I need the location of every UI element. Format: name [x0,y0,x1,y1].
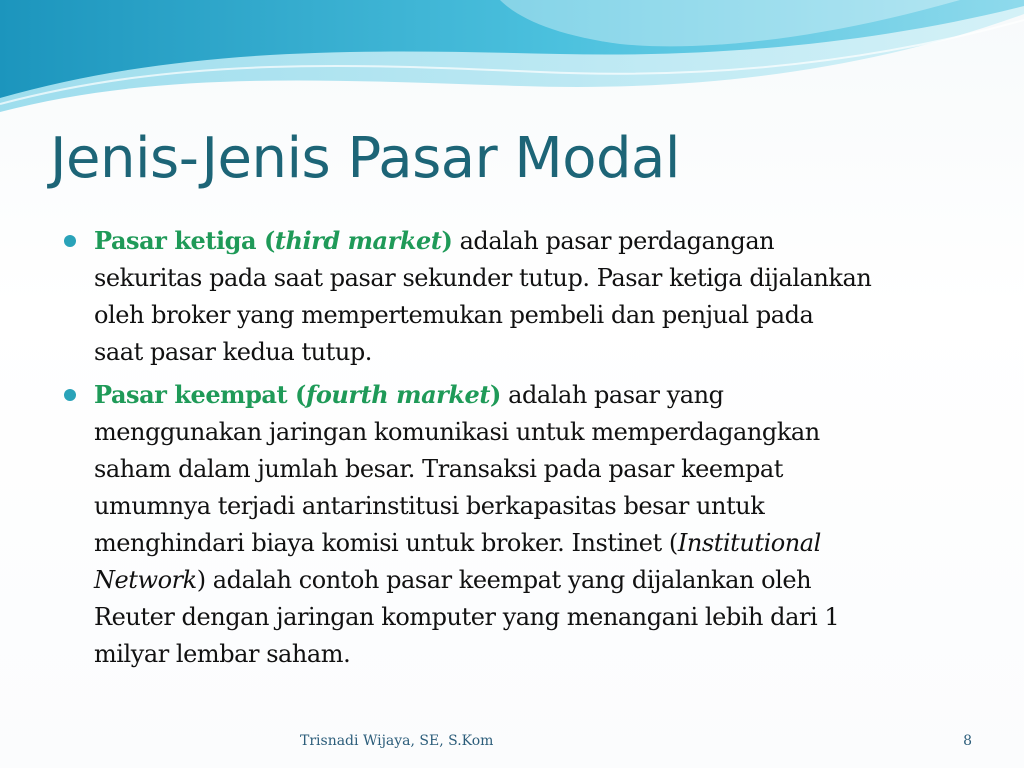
term-english: third market [274,226,442,255]
bullet-term: Pasar keempat (fourth market) [94,380,501,409]
bullet-text-segment: milyar lembar saham. [94,640,351,668]
bullet-item [62,222,962,371]
bullet-dot-icon [64,235,76,247]
slide-number: 8 [963,733,972,749]
bullet-text-segment: sekuritas pada saat pasar sekunder tutup. Pasar ketiga dijalankan [94,264,872,292]
bullet-term: Pasar ketiga (third market) [94,226,453,255]
bullet-text-segment: umumnya terjadi antarinstitusi berkapasitas besar untuk [94,492,765,520]
bullet-text-segment: adalah pasar perdagangan [452,227,775,255]
bullet-text-segment: Reuter dengan jaringan komputer yang menangani lebih dari 1 [94,603,840,631]
bullet-text-segment: menggunakan jaringan komunikasi untuk memperdagangkan [94,418,820,446]
bullet-text-segment: adalah pasar yang [500,381,724,409]
bullet-item [62,376,962,673]
bullet-dot-icon [64,389,76,401]
term-english: fourth market [305,380,491,409]
bullet-text-segment: oleh broker yang mempertemukan pembeli dan penjual pada [94,301,814,329]
header-wave-decoration [0,0,1024,120]
bullet-text-segment: Institutional [677,529,821,557]
term-name: Pasar keempat [94,380,288,409]
bullet-text-segment: saham dalam jumlah besar. Transaksi pada pasar keempat [94,455,783,483]
term-name: Pasar ketiga [94,226,257,255]
bullet-list [62,222,962,678]
bullet-text-segment: ) adalah contoh pasar keempat yang dijalankan oleh [196,566,812,594]
bullet-text-segment: saat pasar kedua tutup. [94,338,372,366]
bullet-text-segment: Network [94,566,197,594]
bullet-text-segment: menghindari biaya komisi untuk broker. Instinet ( [94,529,678,557]
footer-author: Trisnadi Wijaya, SE, S.Kom [300,733,494,749]
slide-title: Jenis-Jenis Pasar Modal [50,126,680,191]
